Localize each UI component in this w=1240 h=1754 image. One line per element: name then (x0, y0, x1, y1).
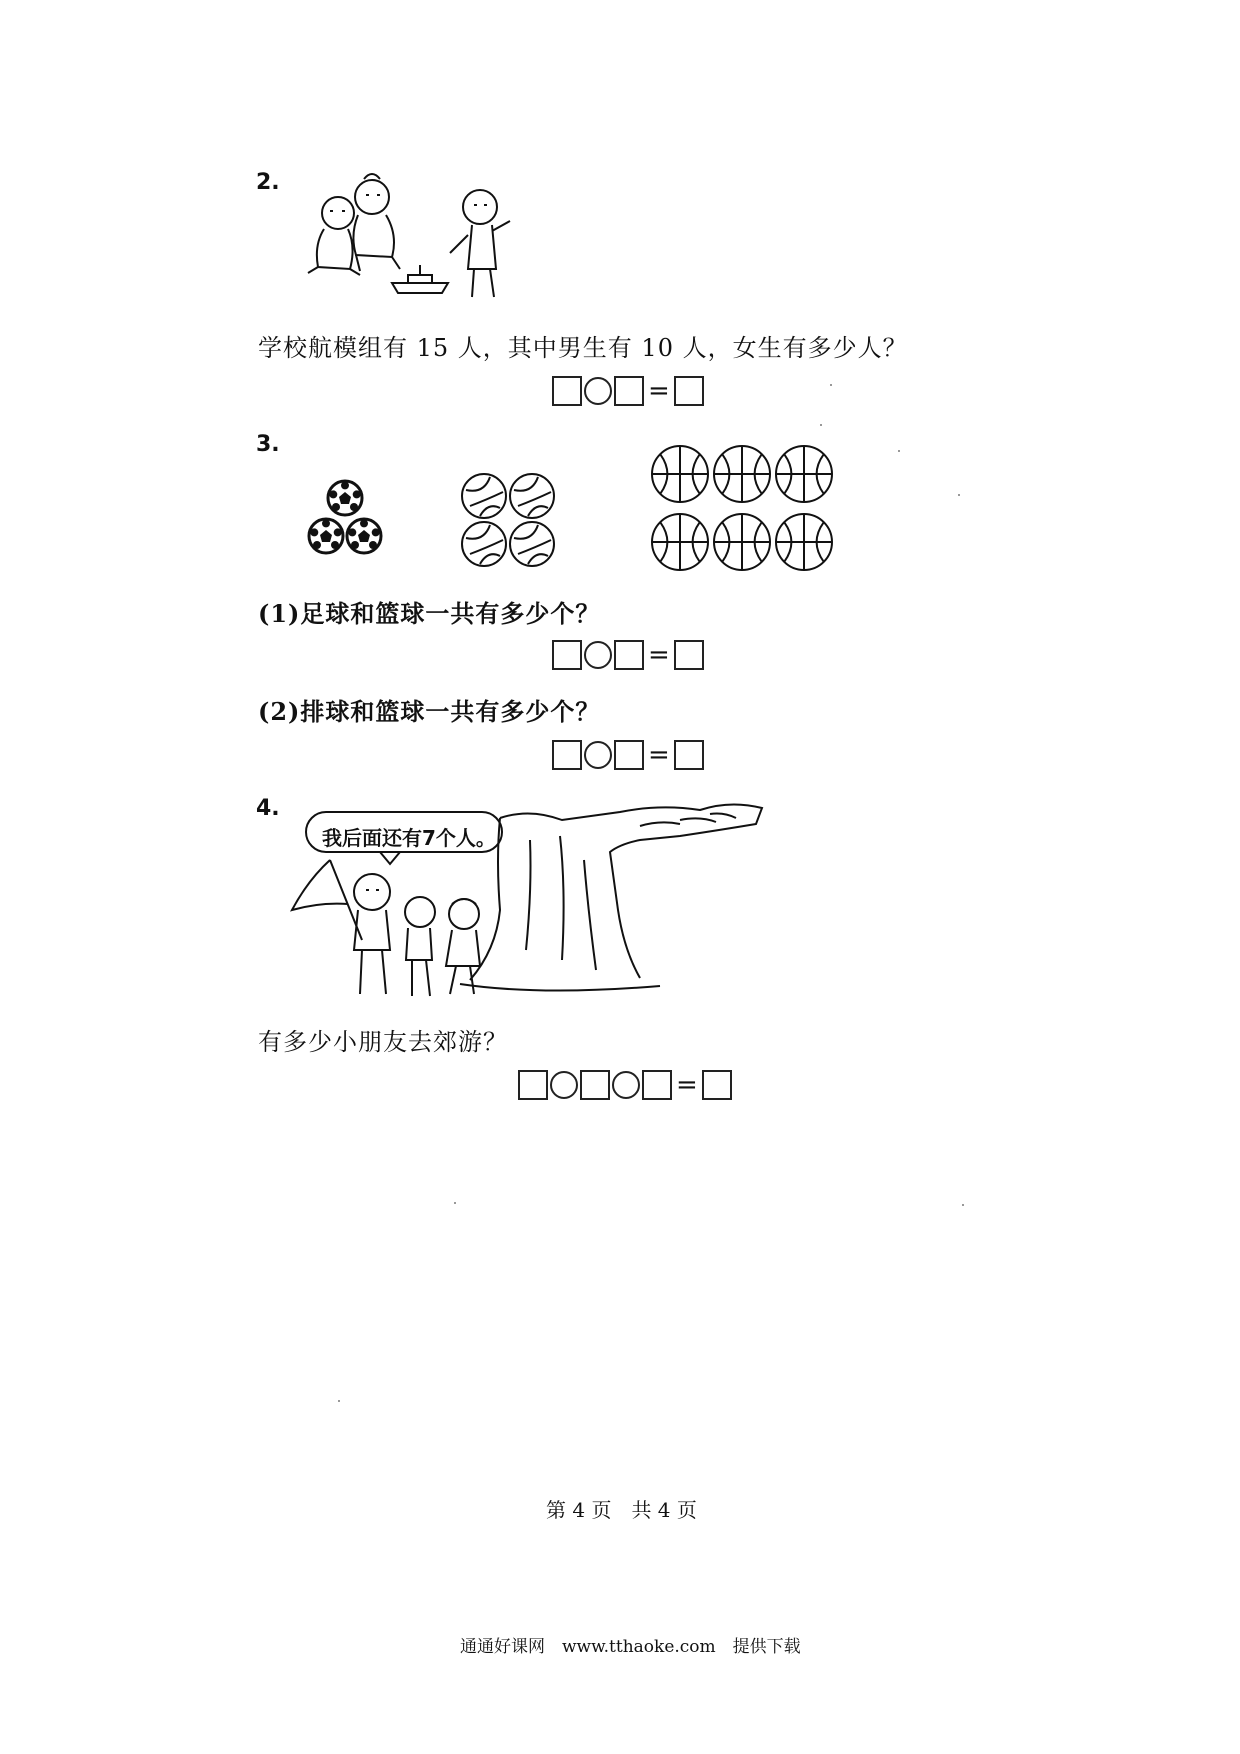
answer-box[interactable] (614, 376, 644, 406)
question-2-text: 学校航模组有 15 人，其中男生有 10 人，女生有多少人？ (258, 334, 908, 362)
scan-speck (962, 1204, 964, 1206)
operator-circle[interactable] (584, 377, 612, 405)
scan-speck (898, 450, 900, 452)
answer-box[interactable] (674, 376, 704, 406)
children-boat-illustration (300, 165, 520, 305)
answer-box[interactable] (518, 1070, 548, 1100)
equation-q3-2 (552, 740, 704, 770)
soccer-ball (328, 481, 362, 515)
question-4-number: 4. (256, 796, 280, 821)
question-4-text: 有多少小朋友去郊游？ (258, 1028, 508, 1056)
answer-box[interactable] (552, 640, 582, 670)
basketball (714, 446, 770, 502)
question-3-number: 3. (256, 432, 280, 457)
equation-q4 (518, 1070, 732, 1100)
soccer-ball (347, 519, 381, 553)
scan-speck (338, 1400, 340, 1402)
basketball (714, 514, 770, 570)
scan-speck (830, 384, 832, 386)
equation-q3-1 (552, 640, 704, 670)
scan-speck (958, 494, 960, 496)
question-3-sub2: (2)排球和篮球一共有多少个？ (258, 697, 601, 726)
site-credit: 通通好课网 www.tthaoke.com 提供下载 (460, 1637, 801, 1657)
balls-illustration (290, 430, 850, 580)
soccer-ball (309, 519, 343, 553)
operator-circle[interactable] (584, 641, 612, 669)
answer-box[interactable] (580, 1070, 610, 1100)
equals-sign: = (648, 640, 670, 670)
operator-circle[interactable] (550, 1071, 578, 1099)
scan-speck (820, 424, 822, 426)
answer-box[interactable] (614, 640, 644, 670)
volleyball (462, 522, 506, 566)
answer-box[interactable] (674, 740, 704, 770)
answer-box[interactable] (552, 740, 582, 770)
basketball (776, 446, 832, 502)
answer-box[interactable] (702, 1070, 732, 1100)
equation-q2 (552, 376, 704, 406)
volleyball (510, 522, 554, 566)
question-2-number: 2. (256, 170, 280, 195)
operator-circle[interactable] (612, 1071, 640, 1099)
volleyball (462, 474, 506, 518)
equals-sign: = (648, 740, 670, 770)
question-3-sub1: (1)足球和篮球一共有多少个？ (258, 599, 601, 628)
scan-speck (454, 1202, 456, 1204)
answer-box[interactable] (642, 1070, 672, 1100)
basketball (652, 446, 708, 502)
volleyball (510, 474, 554, 518)
answer-box[interactable] (614, 740, 644, 770)
answer-box[interactable] (552, 376, 582, 406)
equals-sign: = (648, 376, 670, 406)
speech-bubble-text: 我后面还有7个人。 (322, 826, 496, 850)
basketball (652, 514, 708, 570)
answer-box[interactable] (674, 640, 704, 670)
operator-circle[interactable] (584, 741, 612, 769)
equals-sign: = (676, 1070, 698, 1100)
basketball (776, 514, 832, 570)
page-number: 第 4 页 共 4 页 (546, 1498, 697, 1522)
